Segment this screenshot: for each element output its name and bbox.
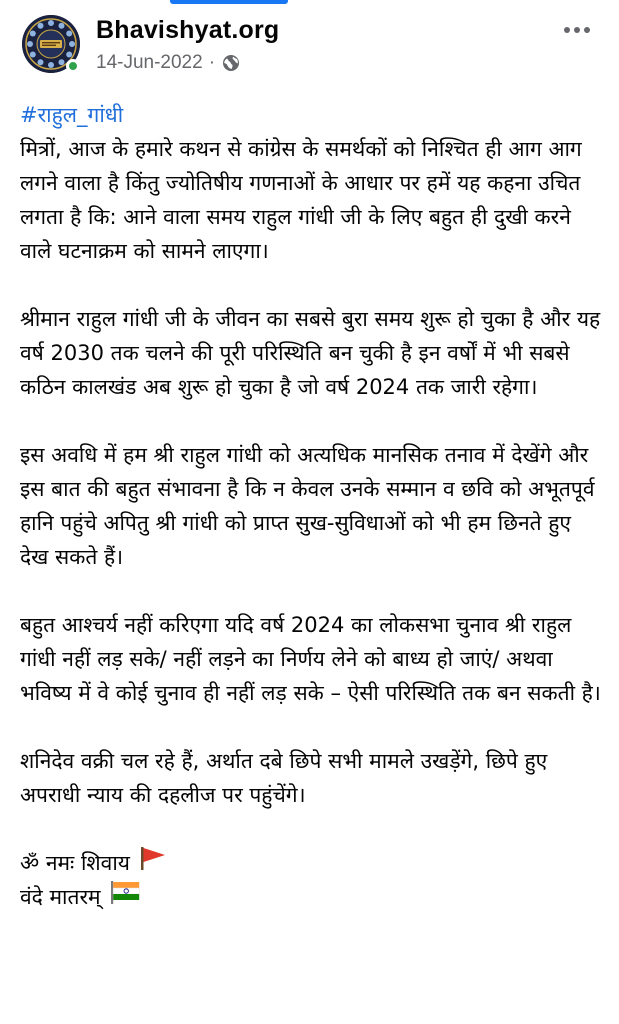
india-flag-icon (109, 879, 141, 915)
post-paragraph-1: मित्रों, आज के हमारे कथन से कांग्रेस के समर्थकों को निश्चित ही आग आग लगने वाला है किंतु ज्योतिषीय गणनाओं के आधार पर हमें यह कहना उचित लगता है कि: आने वाला समय राहुल गांधी जी के लिए बहुत ही दुखी करने वाले घटनाक्रम को सामने लाएगा। (20, 137, 582, 263)
page-avatar-wrap[interactable] (22, 15, 80, 73)
closing-text-1: ॐ नमः शिवाय (20, 851, 130, 875)
post-paragraph-2: श्रीमान राहुल गांधी जी के जीवन का सबसे बुरा समय शुरू हो चुका है और यह वर्ष 2030 तक चलने की पूरी परिस्थिति बन चुकी है इन वर्षों में भी सबसे कठिन कालखंड अब शुरू हो चुका है जो वर्ष 2024 तक जारी रहेगा। (20, 307, 601, 399)
post-paragraph-4: बहुत आश्चर्य नहीं करिएगा यदि वर्ष 2024 का लोकसभा चुनाव श्री राहुल गांधी नहीं लड़ सके/ नहीं लड़ने का निर्णय लेने को बाध्य हो जाएं/ अथवा भविष्य में वे कोई चुनाव ही नहीं लड़ सके – ऐसी परिस्थिति तक बन सकती है। (20, 613, 601, 705)
meta-separator: · (208, 52, 216, 73)
post-meta (96, 52, 240, 74)
closing-line-2 (20, 880, 605, 914)
closing-text-2: वंदे मातरम् (20, 885, 101, 909)
page-name-link[interactable]: Bhavishyat.org (96, 16, 280, 44)
post-body (20, 100, 605, 914)
globe-icon (222, 54, 240, 72)
top-tab-indicator (170, 0, 288, 4)
saffron-flag-icon (138, 845, 168, 881)
hashtag-link[interactable]: #राहुल_गांधी (20, 103, 124, 127)
post-paragraph-5: शनिदेव वक्री चल रहे हैं, अर्थात दबे छिपे सभी मामले उखड़ेंगे, छिपे हुए अपराधी न्याय की दहलीज पर पहुंचेंगे। (20, 749, 548, 807)
post-header (0, 10, 619, 82)
online-status-dot (66, 59, 80, 73)
post-date[interactable]: 14-Jun-2022 (96, 52, 203, 73)
more-options-button[interactable] (561, 18, 593, 42)
more-dots-icon (561, 18, 593, 42)
closing-line-1 (20, 846, 605, 880)
post-paragraph-3: इस अवधि में हम श्री राहुल गांधी को अत्यधिक मानसिक तनाव में देखेंगे और इस बात की बहुत संभावना है कि न केवल उनके सम्मान व छवि को अभूतपूर्व हानि पहुंचे अपितु श्री गांधी को प्राप्त सुख-सुविधाओं को भी हम छिनते हुए देख सकते हैं। (20, 443, 595, 569)
